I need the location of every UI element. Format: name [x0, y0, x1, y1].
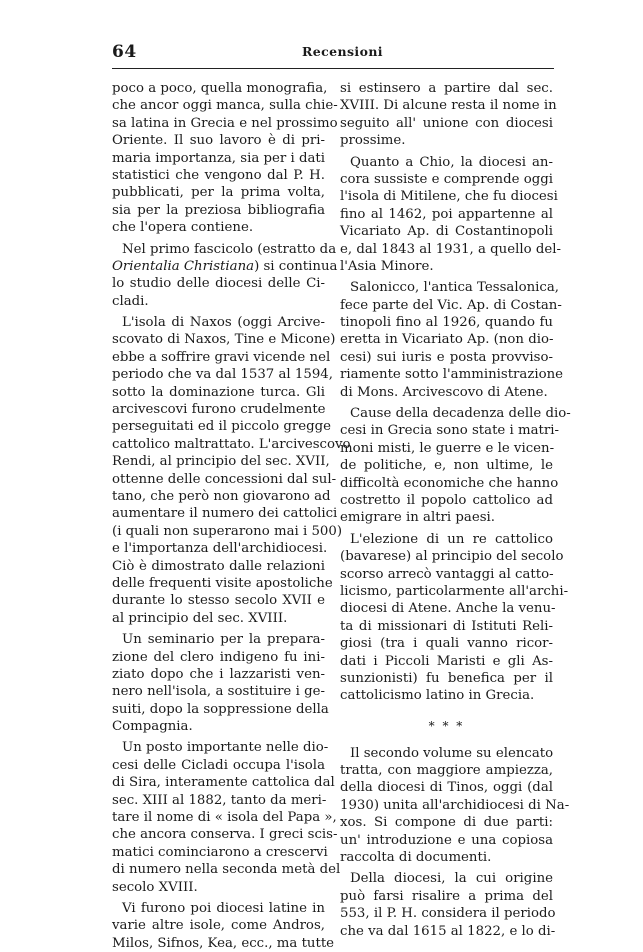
text-line: (bavarese) al principio del secolo	[340, 549, 564, 565]
text-line: cladi.	[112, 293, 149, 309]
text-line: prossime.	[340, 133, 406, 149]
text-line: sotto la dominazione turca. Gli	[112, 384, 325, 400]
text-line: Della diocesi, la cui origine	[350, 871, 553, 887]
text-line: emigrare in altri paesi.	[340, 510, 495, 526]
text-line: giosi (tra i quali vanno ricor-	[340, 636, 553, 652]
text-line: che l'opera contiene.	[112, 220, 254, 236]
text-line: Compagnia.	[112, 719, 193, 735]
text-line: Salonicco, l'antica Tessalonica,	[350, 280, 560, 296]
text-line: statistici che vengono dal P. H.	[112, 167, 325, 183]
text-line: cattolicismo latino in Grecia.	[340, 688, 535, 704]
text-line: di Sira, interamente cattolica dal	[112, 775, 335, 791]
text-line: si estinsero a partire dal sec.	[340, 81, 553, 96]
header-rule	[112, 68, 554, 69]
text-line: scorso arrecò vantaggi al catto-	[340, 566, 554, 582]
right-column-bottom	[340, 745, 570, 940]
text-line: e, dal 1843 al 1931, a quello del-	[340, 241, 561, 257]
text-line: cattolico maltrattato. L'arcivescovo	[112, 436, 351, 452]
text-line: Cause della decadenza delle dio-	[350, 406, 571, 422]
text-line: della diocesi di Tinos, oggi (dal	[340, 780, 553, 796]
text-line: ebbe a soffrire gravi vicende nel	[112, 349, 331, 365]
text-line: maria importanza, sia per i dati	[112, 150, 325, 166]
text-line: che ancor oggi manca, sulla chie-	[112, 98, 338, 114]
text-line: sia per la preziosa bibliografia	[112, 202, 325, 218]
text-line: secolo XVIII.	[112, 879, 198, 895]
text-line: fece parte del Vic. Ap. di Costan-	[340, 297, 562, 313]
text-line: 1930) unita all'archidiocesi di Na-	[340, 797, 570, 813]
text-line: tano, che però non giovarono ad	[112, 488, 331, 504]
text-line: che ancora conserva. I greci scis-	[112, 827, 338, 843]
text-line: Nel primo fascicolo (estratto da	[122, 241, 337, 257]
text-line: cesi delle Cicladi occupa l'isola	[112, 757, 325, 773]
text-line: costretto il popolo cattolico ad	[340, 492, 553, 508]
text-line: Vicariato Ap. di Costantinopoli	[340, 224, 553, 240]
text-line: eretta in Vicariato Ap. (non dio-	[340, 332, 554, 348]
text-line: sunzionisti) fu benefica per il	[340, 670, 553, 686]
text-line: cora sussiste e comprende oggi	[340, 171, 553, 187]
text-line: cesi) sui iuris e posta provviso-	[340, 349, 553, 365]
running-title: Recensioni	[302, 44, 383, 59]
text-line: Rendi, al principio del sec. XVII,	[112, 454, 330, 470]
text-line: suiti, dopo la soppressione della	[112, 701, 329, 717]
text-line: periodo che va dal 1537 al 1594,	[112, 367, 333, 383]
text-line: 553, il P. H. considera il periodo	[340, 906, 556, 922]
text-line: scovato di Naxos, Tine e Micone)	[112, 332, 336, 348]
text-line: fino al 1462, poi appartenne al	[340, 206, 553, 222]
text-line: licismo, particolarmente all'archi-	[340, 583, 569, 599]
text-line: perseguitati ed il piccolo gregge	[112, 419, 331, 435]
text-line: tratta, con maggiore ampiezza,	[340, 763, 553, 779]
text-line: Oriente. Il suo lavoro è di pri-	[112, 133, 325, 149]
text-line: matici cominciarono a crescervi	[112, 844, 328, 860]
text-line: lo studio delle diocesi delle Ci-	[112, 276, 325, 292]
text-line: sa latina in Grecia e nel prossimo	[112, 115, 338, 131]
text-line: seguito all' unione con diocesi	[340, 115, 553, 131]
text-line: tinopoli fino al 1926, quando fu	[340, 315, 553, 331]
text-line: durante lo stesso secolo XVII e	[112, 593, 325, 609]
text-line: di numero nella seconda metà del	[112, 862, 341, 878]
text-line: (i quali non superarono mai i 500)	[112, 523, 343, 539]
text-line: Un seminario per la prepara-	[122, 632, 325, 648]
text-line: varie altre isole, come Andros,	[112, 918, 325, 934]
right-column	[340, 80, 571, 940]
left-column	[112, 80, 351, 952]
right-column-top	[340, 80, 571, 705]
text-line: cesi in Grecia sono state i matri-	[340, 423, 559, 439]
text-line: L'isola di Naxos (oggi Arcive-	[122, 315, 325, 331]
text-line: ta di missionari di Istituti Reli-	[340, 618, 553, 634]
text-line: poco a poco, quella monografia,	[112, 81, 328, 96]
text-line: l'Asia Minore.	[340, 258, 434, 274]
text-line: che va dal 1615 al 1822, e lo di-	[340, 923, 556, 939]
text-line: xos. Si compone di due parti:	[340, 815, 553, 831]
journal-title: Orientalia Christiana	[112, 258, 255, 274]
text-line: di Mons. Arcivescovo di Atene.	[340, 384, 548, 400]
text-line: difficoltà economiche che hanno	[340, 475, 559, 491]
text-line: Milos, Sifnos, Kea, ecc., ma tutte	[112, 935, 335, 951]
text-line: raccolta di documenti.	[340, 850, 492, 866]
text-line: delle frequenti visite apostoliche	[112, 575, 333, 591]
text-line: Il secondo volume su elencato	[350, 745, 554, 761]
text-line: moni misti, le guerre e le vicen-	[340, 440, 555, 456]
section-separator: * * *	[428, 718, 465, 733]
text-line: dati i Piccoli Maristi e gli As-	[340, 653, 553, 669]
text-line: riamente sotto l'amministrazione	[340, 367, 564, 383]
text-line: Quanto a Chio, la diocesi an-	[350, 154, 553, 170]
text-line: al principio del sec. XVIII.	[112, 610, 288, 626]
text-line: diocesi di Atene. Anche la venu-	[340, 601, 556, 617]
text-line: ziato dopo che i lazzaristi ven-	[112, 666, 325, 682]
text-line: XVIII. Di alcune resta il nome in	[340, 98, 557, 114]
text-line: arcivescovi furono crudelmente	[112, 402, 326, 418]
text-line: ottenne delle concessioni dal sul-	[112, 471, 337, 487]
text-line: Un posto importante nelle dio-	[122, 740, 329, 756]
text-line: un' introduzione e una copiosa	[340, 832, 553, 848]
text-line: aumentare il numero dei cattolici	[112, 506, 338, 522]
text-line: l'isola di Mitilene, che fu diocesi	[340, 189, 558, 205]
text-line: pubblicati, per la prima volta,	[112, 185, 325, 201]
text-line: sec. XIII al 1882, tanto da meri-	[112, 792, 327, 808]
text-line: de politiche, e, non ultime, le	[340, 458, 553, 474]
text-line: e l'importanza dell'archidiocesi.	[112, 541, 328, 557]
text-line: può farsi risalire a prima del	[340, 888, 553, 904]
text-line: Ciò è dimostrato dalle relazioni	[112, 558, 325, 574]
text-line: zione del clero indigeno fu ini-	[112, 649, 325, 665]
page-number: 64	[112, 42, 137, 62]
text-line: Orientalia Christiana) si continua	[112, 258, 338, 274]
text-line: Vi furono poi diocesi latine in	[122, 900, 325, 916]
text-line: L'elezione di un re cattolico	[350, 531, 553, 547]
text-line: tare il nome di « isola del Papa »,	[112, 810, 337, 826]
text-line: nero nell'isola, a sostituire i ge-	[112, 684, 325, 700]
